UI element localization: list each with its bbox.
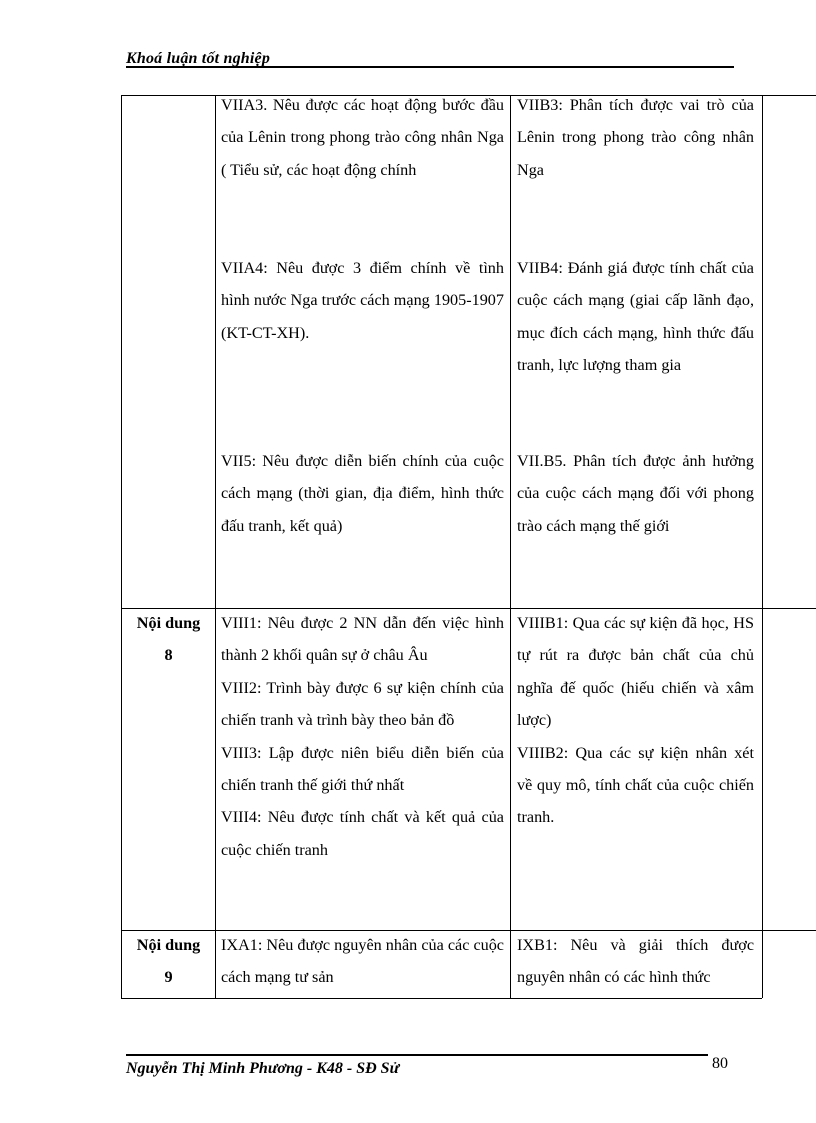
row-label-number: 9 [164, 968, 173, 987]
table-column-border [762, 95, 763, 998]
criterion-item: VIII2: Trình bày được 6 sự kiện chính của chiến tranh và trình bày theo bản đồ [221, 678, 504, 730]
row-label-text: Nội dung [136, 614, 201, 632]
table-cell-understanding [517, 607, 754, 834]
footer-rule [126, 1054, 708, 1056]
document-header-title: Khoá luận tốt nghiệp [126, 50, 271, 67]
criterion-item: VIIB3: Phân tích được vai trò của Lênin trong phong trào công nhân Nga [517, 96, 754, 179]
table-cell-knowledge [221, 445, 504, 542]
row-label-number: 8 [164, 646, 173, 665]
criterion-item: VIII4: Nêu được tính chất và kết quả của cuộc chiến tranh [221, 808, 504, 859]
criterion-item: VIIIB1: Qua các sự kiện đã học, HS tự rút ra được bản chất của chủ nghĩa đế quốc (hiếu chiến và xâm lược) [517, 614, 754, 730]
table-cell-understanding [517, 929, 754, 994]
criterion-item: IXB1: Nêu và giải thích được nguyên nhân có các hình thức [517, 936, 754, 987]
row-label [122, 929, 215, 994]
table-cell-understanding [517, 445, 754, 542]
table-cell-understanding [517, 252, 754, 382]
table-column-border [510, 95, 511, 998]
table-cell-knowledge [221, 607, 504, 866]
criterion-item: VII5: Nêu được diễn biến chính của cuộc cách mạng (thời gian, địa điểm, hình thức đấu tranh, kết quả) [221, 452, 504, 535]
criterion-item: VIIB4: Đánh giá được tính chất của cuộc cách mạng (giai cấp lãnh đạo, mục đích cách mạng, hình thức đấu tranh, lực lượng tham gia [517, 259, 754, 375]
page-number: 80 [712, 1055, 728, 1072]
criterion-item: VIIIB2: Qua các sự kiện nhân xét về quy mô, tính chất của cuộc chiến tranh. [517, 743, 754, 827]
criterion-item: VIII1: Nêu được 2 NN dẫn đến việc hình thành 2 khối quân sự ở châu Âu [221, 614, 504, 665]
criterion-item: VIII3: Lập được niên biểu diễn biến của chiến tranh thế giới thứ nhất [221, 743, 504, 795]
table-row-border [121, 998, 762, 999]
criterion-item: VII.B5. Phân tích được ảnh hưởng của cuộc cách mạng đối với phong trào cách mạng thế giới [517, 452, 754, 535]
table-column-border [215, 95, 216, 998]
criterion-item: IXA1: Nêu được nguyên nhân của các cuộc cách mạng tư sản [221, 936, 504, 987]
table-cell-knowledge [221, 252, 504, 349]
footer-author: Nguyễn Thị Minh Phương - K48 - SĐ Sử [126, 1060, 400, 1077]
row-label [122, 607, 215, 672]
table-cell-understanding [517, 89, 754, 186]
table-column-border [121, 95, 122, 998]
table-cell-knowledge [221, 929, 504, 994]
table-cell-knowledge [221, 89, 504, 186]
criterion-item: VIIA4: Nêu được 3 điểm chính về tình hình nước Nga trước cách mạng 1905-1907 (KT-CT-XH). [221, 259, 504, 342]
criterion-item: VIIA3. Nêu được các hoạt động bước đầu của Lênin trong phong trào công nhân Nga ( Tiểu sử, các hoạt động chính [221, 96, 504, 179]
row-label-text: Nội dung [136, 936, 201, 954]
